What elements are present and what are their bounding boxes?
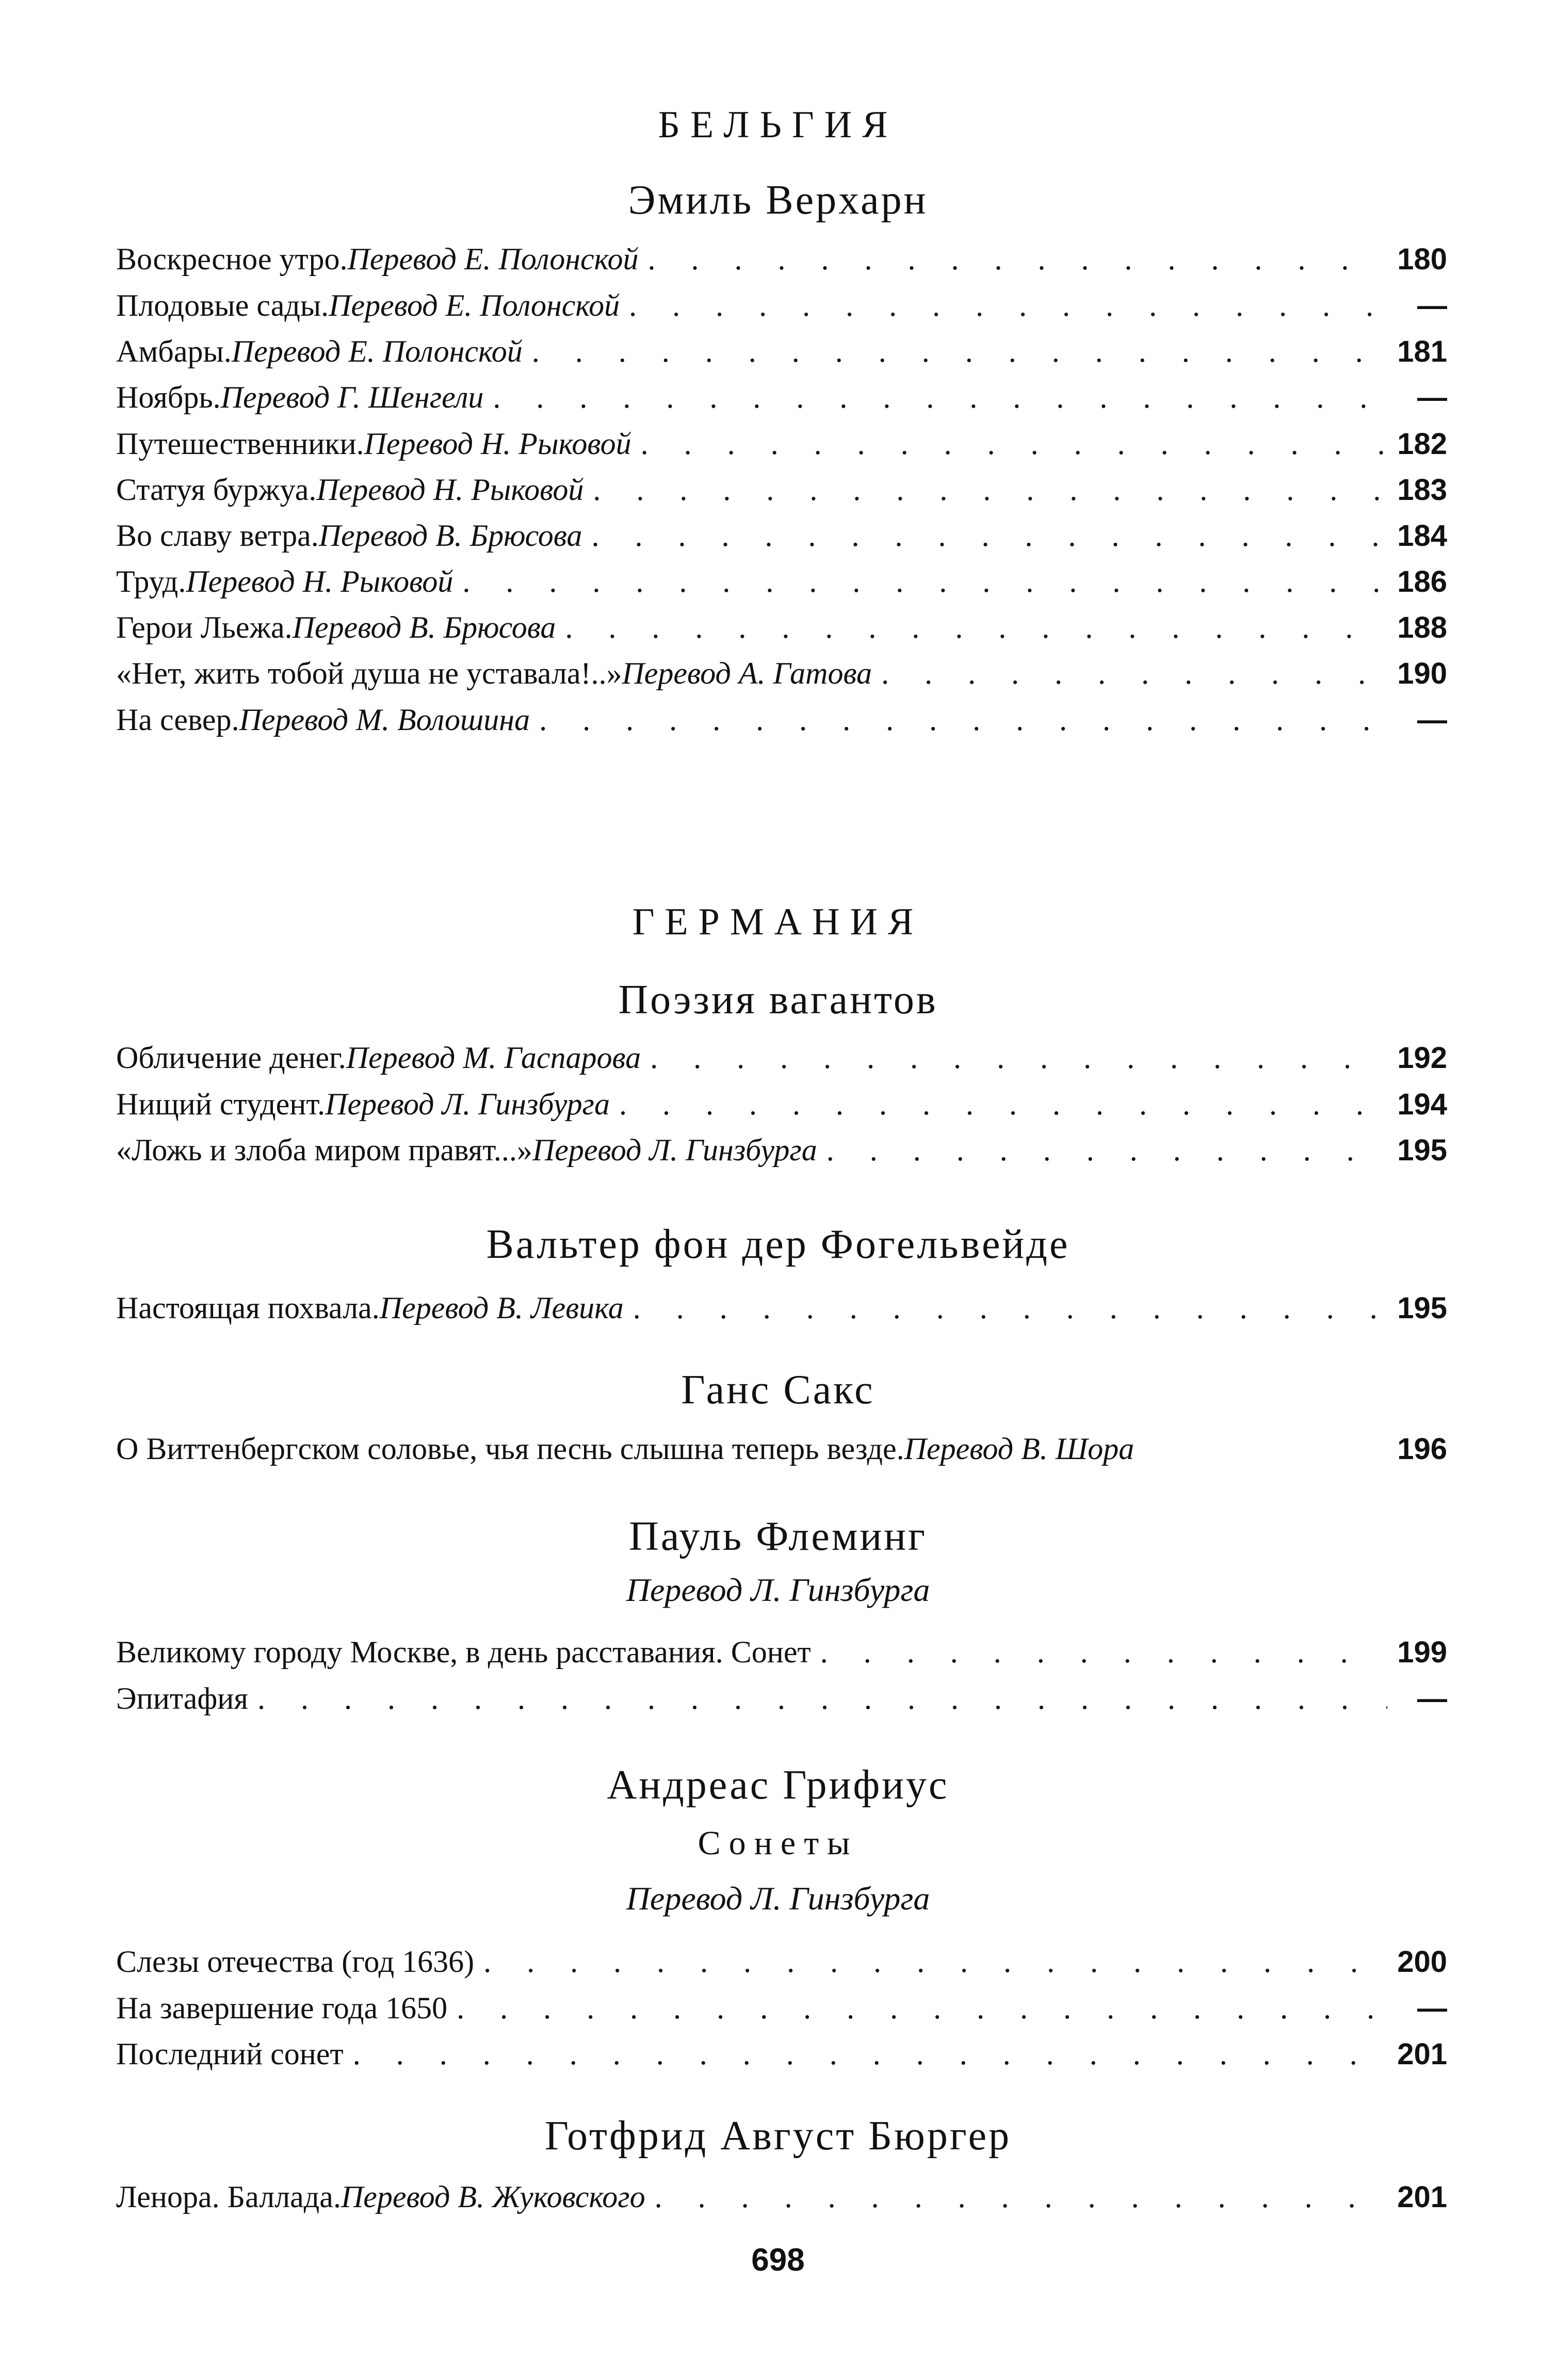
entry-page: 195 — [1397, 1134, 1447, 1167]
dot-leader — [655, 2181, 1385, 2212]
entry-title: На завершение года 1650 — [116, 1991, 448, 2025]
entry-translator: Перевод Н. Рыковой — [364, 427, 631, 461]
toc-entry — [116, 382, 1447, 413]
dot-leader — [462, 566, 1385, 597]
dot-leader — [633, 1292, 1385, 1323]
entry-page: 188 — [1397, 611, 1447, 644]
entry-translator: Перевод М. Волошина — [239, 703, 530, 737]
section-heading-belgium: БЕЛЬГИЯ — [658, 104, 898, 146]
entry-title: Путешественники. — [116, 427, 364, 461]
entry-page: 200 — [1397, 1945, 1447, 1979]
dot-leader — [539, 704, 1387, 735]
entry-title: Слезы отечества (год 1636) — [116, 1945, 475, 1979]
dot-leader — [881, 658, 1385, 689]
entry-title: Статуя буржуа. — [116, 473, 317, 507]
entry-translator: Перевод А. Гатова — [622, 656, 872, 690]
dot-leader — [650, 1042, 1385, 1073]
toc-entry — [116, 704, 1447, 735]
entry-page: — — [1417, 1992, 1447, 2025]
entry-page: 184 — [1397, 519, 1447, 553]
entry-page: — — [1417, 1682, 1447, 1715]
entry-title: Герои Льежа. — [116, 610, 293, 644]
entry-page: 192 — [1397, 1041, 1447, 1075]
dot-leader — [629, 290, 1387, 321]
entry-title: Ленора. Баллада. — [116, 2180, 341, 2214]
dot-leader — [483, 1946, 1385, 1977]
entry-translator: Перевод В. Брюсова — [318, 519, 582, 553]
dot-leader — [532, 336, 1385, 367]
dot-leader — [457, 1993, 1387, 2023]
author-heading-goliards: Поэзия вагантов — [618, 977, 938, 1023]
translator-note: Перевод Л. Гинзбурга — [626, 1572, 930, 1608]
entry-title: На север. — [116, 703, 239, 737]
toc-entry — [116, 428, 1447, 459]
entry-title: Настоящая похвала. — [116, 1291, 380, 1325]
entry-title: «Ложь и злоба миром правят...» — [116, 1133, 532, 1167]
entry-title: Нищий студент. — [116, 1087, 326, 1121]
toc-entry — [116, 1946, 1447, 1977]
entry-title: Труд. — [116, 564, 186, 598]
dot-leader — [493, 382, 1387, 413]
entry-title: Великому городу Москве, в день расставания. Сонет — [116, 1635, 811, 1669]
page-number: 698 — [751, 2242, 805, 2278]
entry-title: Воскресное утро. — [116, 242, 348, 276]
dot-leader — [641, 428, 1385, 459]
entry-title: Эпитафия — [116, 1681, 248, 1715]
entry-translator: Перевод Е. Полонской — [231, 334, 523, 368]
toc-entry — [116, 2038, 1447, 2069]
dot-leader — [826, 1135, 1385, 1165]
entry-title: О Виттенбергском соловье, чья песнь слышна теперь везде. — [116, 1432, 904, 1466]
toc-entry — [116, 520, 1447, 551]
dot-leader — [257, 1683, 1387, 1714]
entry-translator: Перевод Е. Полонской — [329, 288, 620, 322]
entry-title: Обличение денег. — [116, 1041, 346, 1075]
entry-title: Последний сонет — [116, 2037, 344, 2071]
toc-entry — [116, 566, 1447, 597]
entry-translator: Перевод В. Шора — [904, 1432, 1134, 1466]
entry-title: Плодовые сады. — [116, 288, 329, 322]
entry-page: 183 — [1397, 473, 1447, 507]
author-heading-sachs: Ганс Сакс — [681, 1367, 875, 1413]
toc-entry — [116, 1637, 1447, 1667]
dot-leader — [820, 1637, 1385, 1667]
toc-entry — [116, 1292, 1447, 1323]
entry-page: — — [1417, 289, 1447, 322]
entry-page: 182 — [1397, 427, 1447, 461]
toc-entry — [116, 2181, 1447, 2212]
entry-page: 199 — [1397, 1636, 1447, 1669]
toc-entry — [116, 1433, 1447, 1464]
entry-translator: Перевод М. Гаспарова — [346, 1041, 641, 1075]
dot-leader — [619, 1089, 1385, 1120]
dot-leader — [647, 244, 1385, 274]
entry-translator: Перевод В. Брюсова — [292, 610, 556, 644]
toc-entry — [116, 658, 1447, 689]
entry-title: Амбары. — [116, 334, 232, 368]
entry-translator: Перевод В. Левика — [379, 1291, 624, 1325]
entry-page: 195 — [1397, 1291, 1447, 1325]
author-heading-gryphius: Андреас Грифиус — [607, 1762, 949, 1808]
entry-page: 201 — [1397, 2037, 1447, 2071]
entry-page: — — [1417, 381, 1447, 414]
entry-translator: Перевод В. Жуковского — [341, 2180, 645, 2214]
toc-entry — [116, 1089, 1447, 1120]
dot-leader — [591, 520, 1385, 551]
entry-title: «Нет, жить тобой душа не уставала!..» — [116, 656, 622, 690]
toc-entry — [116, 612, 1447, 643]
entry-title: Ноябрь. — [116, 380, 221, 414]
entry-translator: Перевод Л. Гинзбурга — [532, 1133, 817, 1167]
entry-translator: Перевод Н. Рыковой — [186, 564, 453, 598]
toc-entry — [116, 336, 1447, 367]
dot-leader — [353, 2038, 1385, 2069]
entry-page: 196 — [1397, 1432, 1447, 1466]
toc-entry — [116, 1683, 1447, 1714]
toc-entry — [116, 1042, 1447, 1073]
toc-entry — [116, 1993, 1447, 2023]
entry-page: 190 — [1397, 657, 1447, 690]
toc-entry — [116, 1135, 1447, 1165]
entry-translator: Перевод Н. Рыковой — [316, 473, 584, 507]
entry-page: 181 — [1397, 335, 1447, 368]
entry-page: — — [1417, 703, 1447, 737]
translator-note: Перевод Л. Гинзбурга — [626, 1880, 930, 1917]
entry-page: 194 — [1397, 1088, 1447, 1121]
entry-translator: Перевод Г. Шенгели — [220, 380, 484, 414]
entry-translator: Перевод Е. Полонской — [347, 242, 639, 276]
entry-page: 201 — [1397, 2180, 1447, 2214]
toc-entry — [116, 244, 1447, 274]
entry-title: Во славу ветра. — [116, 519, 319, 553]
dot-leader — [593, 474, 1385, 505]
toc-entry — [116, 474, 1447, 505]
entry-page: 180 — [1397, 242, 1447, 276]
author-heading-vogelweide: Вальтер фон дер Фогельвейде — [486, 1222, 1070, 1267]
section-heading-germany: ГЕРМАНИЯ — [632, 901, 924, 943]
toc-entry — [116, 290, 1447, 321]
cycle-subtitle: Сонеты — [698, 1824, 858, 1862]
dot-leader — [565, 612, 1385, 643]
author-heading-burger: Готфрид Август Бюргер — [544, 2113, 1012, 2159]
author-heading-fleming: Пауль Флеминг — [629, 1514, 927, 1559]
entry-translator: Перевод Л. Гинзбурга — [325, 1087, 610, 1121]
entry-page: 186 — [1397, 565, 1447, 598]
author-heading-verhaeren: Эмиль Верхарн — [628, 177, 928, 223]
